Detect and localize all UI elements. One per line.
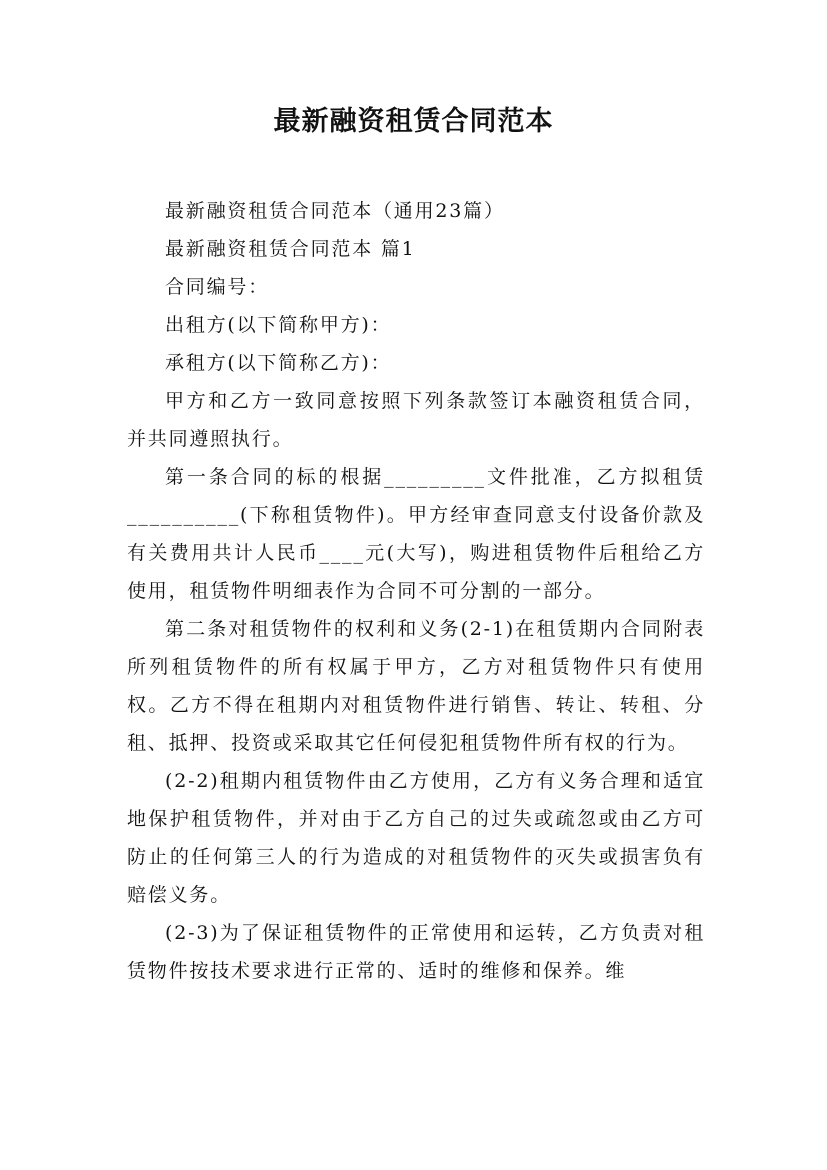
lessee-line: 承租方(以下简称乙方)： [165, 352, 392, 374]
paragraph-article-2: 第二条对租赁物件的权利和义务(2-1)在租赁期内合同附表所列租赁物件的所有权属于甲方，乙方对租赁物件只有使用权。乙方不得在租期内对租赁物件进行销售、转让、转租、分租、抵押、投资或采取其它任何侵犯租赁物件所有权的行为。 [127, 618, 705, 754]
paragraph-article-2-2: (2-2)租期内租赁物件由乙方使用，乙方有义务合理和适宜地保护租赁物件，并对由于乙方自己的过失或疏忽或由乙方可防止的任何第三人的行为造成的对租赁物件的灭失或损害负有赔偿义务。 [127, 770, 705, 906]
paragraph-agreement: 甲方和乙方一致同意按照下列条款签订本融资租赁合同，并共同遵照执行。 [127, 390, 705, 450]
paragraph-article-2-3: (2-3)为了保证租赁物件的正常使用和运转，乙方负责对租赁物件按技术要求进行正常的、适时的维修和保养。维 [127, 922, 705, 982]
lessor-line: 出租方(以下简称甲方)： [165, 314, 392, 336]
paragraph-article-1: 第一条合同的标的根据_________文件批准，乙方拟租赁__________(下称租赁物件)。甲方经审查同意支付设备价款及有关费用共计人民币____元(大写)，购进租赁物件后租给乙方使用，租赁物件明细表作为合同不可分割的一部分。 [127, 466, 705, 602]
document-body [127, 192, 705, 990]
document-title: 最新融资租赁合同范本 [273, 106, 554, 137]
section-heading-line: 最新融资租赁合同范本 篇1 [165, 238, 416, 260]
subtitle-line: 最新融资租赁合同范本（通用23篇） [165, 200, 505, 222]
contract-number-line: 合同编号： [165, 276, 270, 298]
